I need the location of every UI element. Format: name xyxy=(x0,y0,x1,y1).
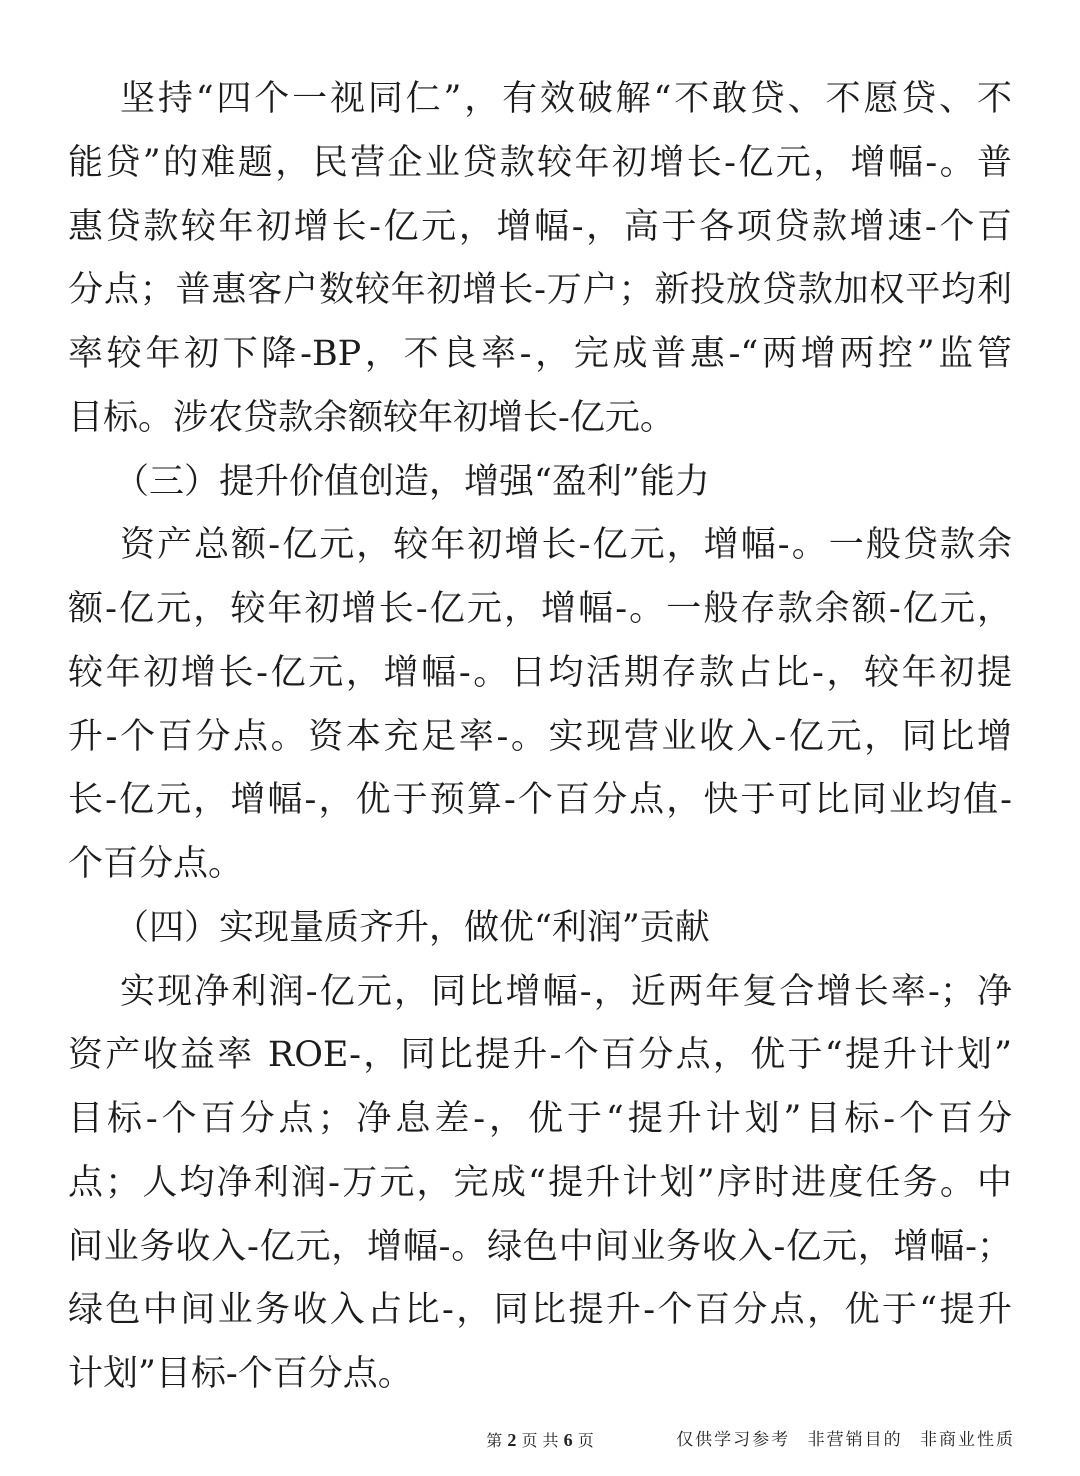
paragraph-line: 资产总额-亿元，较年初增长-亿元，增幅-。一般贷款余 xyxy=(120,525,1012,566)
paragraph xyxy=(68,68,1012,451)
paragraph-line: 实现净利润-亿元，同比增幅-，近两年复合增长率-；净 xyxy=(120,971,1012,1012)
paragraph-line: 个百分点。 xyxy=(68,844,244,884)
footer-disclaimer: 仅供学习参考 非营销目的 非商业性质 xyxy=(676,1430,1015,1450)
paragraph-line: 升-个百分点。资本充足率-。实现营业收入-亿元，同比增 xyxy=(68,716,1012,757)
paragraph-line: 资产收益率 ROE-，同比提升-个百分点，优于“提升计划” xyxy=(68,1035,1012,1076)
paragraph-line: 坚持“四个一视同仁”，有效破解“不敢贷、不愿贷、不 xyxy=(120,79,1012,119)
paragraph-line: 长-亿元，增幅-，优于预算-个百分点，快于可比同业均值- xyxy=(68,780,1012,821)
total-pages: 6 xyxy=(563,1430,573,1450)
paragraph-line: 率较年初下降-BP，不良率-，完成普惠-“两增两控”监管 xyxy=(68,334,1012,374)
paragraph xyxy=(68,961,1012,1407)
paragraph-line: 目标。涉农贷款余额较年初增长-亿元。 xyxy=(68,397,675,438)
paragraph xyxy=(68,514,1012,897)
paragraph-line: 能贷”的难题，民营企业贷款较年初增长-亿元，增幅-。普 xyxy=(68,142,1012,183)
current-page: 2 xyxy=(507,1430,517,1450)
section-heading: （三）提升价值创造，增强“盈利”能力 xyxy=(114,461,710,502)
page-word: 页 xyxy=(521,1431,538,1450)
paragraph-line: 较年初增长-亿元，增幅-。日均活期存款占比-，较年初提 xyxy=(68,652,1012,693)
paragraph-line: 计划”目标-个百分点。 xyxy=(68,1354,413,1394)
page-suffix: 页 xyxy=(577,1431,594,1450)
document-body xyxy=(68,68,1012,1407)
section-heading: （四）实现量质齐升，做优“利润”贡献 xyxy=(114,907,710,948)
total-prefix: 共 xyxy=(542,1431,559,1450)
page-number xyxy=(440,1428,640,1453)
paragraph-line: 惠贷款较年初增长-亿元，增幅-，高于各项贷款增速-个百 xyxy=(68,206,1012,247)
page-prefix: 第 xyxy=(486,1431,503,1450)
paragraph-line: 分点；普惠客户数较年初增长-万户；新投放贷款加权平均利 xyxy=(68,270,1012,311)
paragraph-line: 绿色中间业务收入占比-，同比提升-个百分点，优于“提升 xyxy=(68,1290,1012,1331)
paragraph-line: 间业务收入-亿元，增幅-。绿色中间业务收入-亿元，增幅-； xyxy=(68,1226,1012,1267)
paragraph-line: 点；人均净利润-万元，完成“提升计划”序时进度任务。中 xyxy=(68,1162,1012,1203)
paragraph-line: 目标-个百分点；净息差-，优于“提升计划”目标-个百分 xyxy=(68,1099,1012,1139)
paragraph-line: 额-亿元，较年初增长-亿元，增幅-。一般存款余额-亿元， xyxy=(68,589,1012,629)
